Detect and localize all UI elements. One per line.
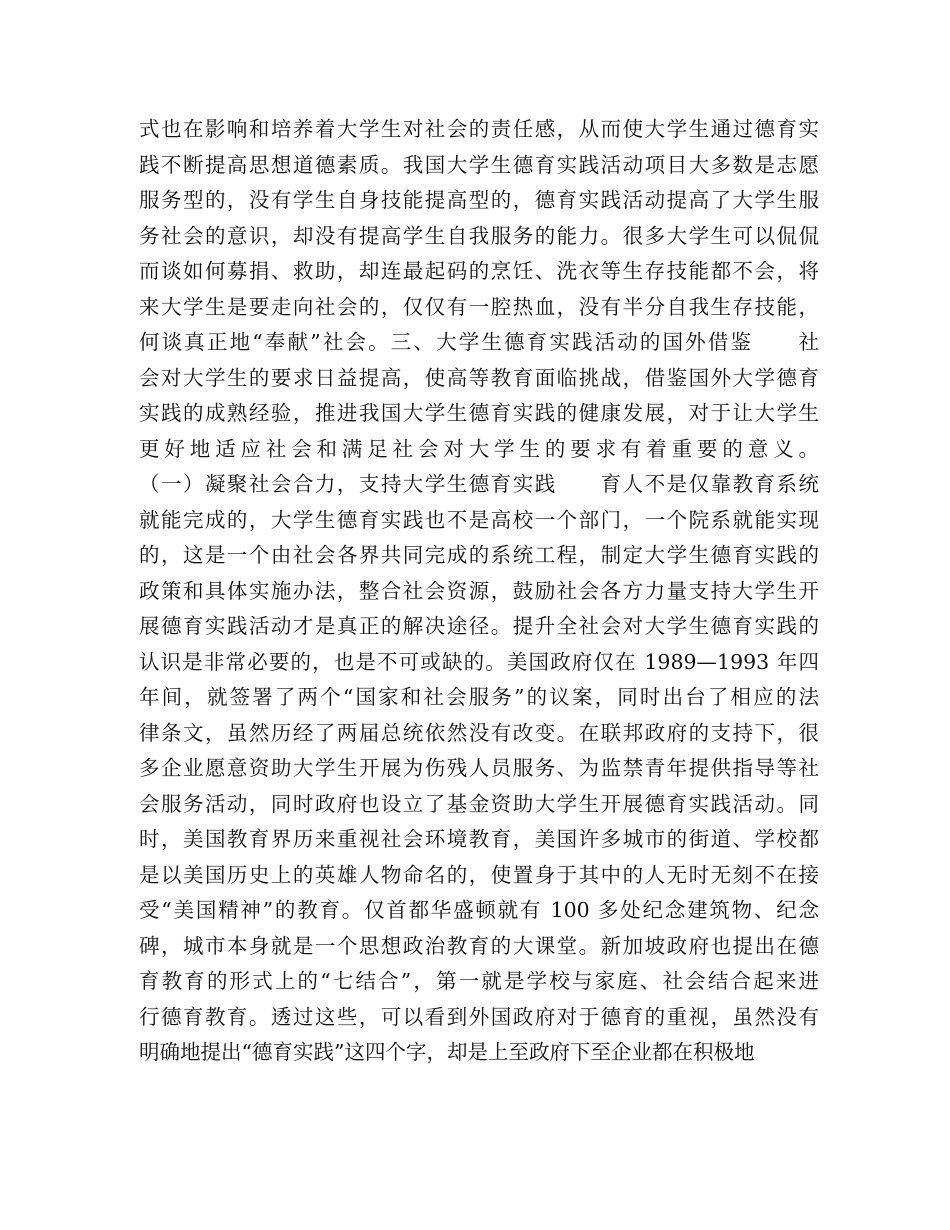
text-line: 时，美国教育界历来重视社会环境教育，美国许多城市的街道、学校都 (139, 827, 819, 851)
body-text (139, 112, 819, 1071)
text-line: 就能完成的，大学生德育实践也不是高校一个部门，一个院系就能实现 (139, 507, 819, 532)
text-line: 碑，城市本身就是一个思想政治教育的大课堂。新加坡政府也提出在德 (139, 933, 819, 958)
text-line: 明确地提出“德育实践”这四个字，却是上至政府下至企业都在积极地 (139, 1040, 755, 1064)
text-line: 会服务活动，同时政府也设立了基金资助大学生开展德育实践活动。同 (139, 791, 819, 816)
text-line: 展德育实践活动才是真正的解决途径。提升全社会对大学生德育实践的 (139, 614, 819, 638)
text-line: 认识是非常必要的，也是不可或缺的。美国政府仅在 1989—1993 年四 (139, 649, 819, 674)
text-line: 务社会的意识，却没有提高学生自我服务的能力。很多大学生可以侃侃 (139, 223, 819, 248)
text-line: 律条文，虽然历经了两届总统依然没有改变。在联邦政府的支持下，很 (139, 720, 819, 745)
text-line: 实践的成熟经验，推进我国大学生德育实践的健康发展，对于让大学生 (139, 401, 819, 425)
text-line: 年间，就签署了两个“国家和社会服务”的议案，同时出台了相应的法 (139, 685, 819, 709)
text-line: 育教育的形式上的“七结合”，第一就是学校与家庭、社会结合起来进 (139, 969, 819, 993)
text-line: 受“美国精神”的教育。仅首都华盛顿就有 100 多处纪念建筑物、纪念 (139, 898, 819, 922)
text-line: 服务型的，没有学生自身技能提高型的，德育实践活动提高了大学生服 (139, 188, 819, 212)
text-line: 何谈真正地“奉献”社会。三、大学生德育实践活动的国外借鉴 社 (139, 330, 819, 354)
text-line: 政策和具体实施办法，整合社会资源，鼓励社会各方力量支持大学生开 (139, 578, 819, 603)
text-line: 行德育教育。透过这些，可以看到外国政府对于德育的重视，虽然没有 (139, 1004, 819, 1029)
section-heading-line: （一）凝聚社会合力，支持大学生德育实践 育人不是仅靠教育系统 (139, 472, 819, 496)
text-line: 会对大学生的要求日益提高，使高等教育面临挑战，借鉴国外大学德育 (139, 365, 819, 390)
text-line: 而谈如何募捐、救助，却连最起码的烹饪、洗衣等生存技能都不会，将 (139, 259, 819, 283)
text-line: 更好地适应社会和满足社会对大学生的要求有着重要的意义。 (139, 436, 819, 461)
text-line: 式也在影响和培养着大学生对社会的责任感，从而使大学生通过德育实 (139, 117, 819, 141)
text-line: 多企业愿意资助大学生开展为伤残人员服务、为监禁青年提供指导等社 (139, 756, 819, 780)
text-line: 践不断提高思想道德素质。我国大学生德育实践活动项目大多数是志愿 (139, 152, 819, 177)
text-line: 是以美国历史上的英雄人物命名的，使置身于其中的人无时无刻不在接 (139, 862, 819, 887)
text-line: 的，这是一个由社会各界共同完成的系统工程，制定大学生德育实践的 (139, 543, 819, 567)
text-line: 来大学生是要走向社会的，仅仅有一腔热血，没有半分自我生存技能， (139, 294, 819, 319)
